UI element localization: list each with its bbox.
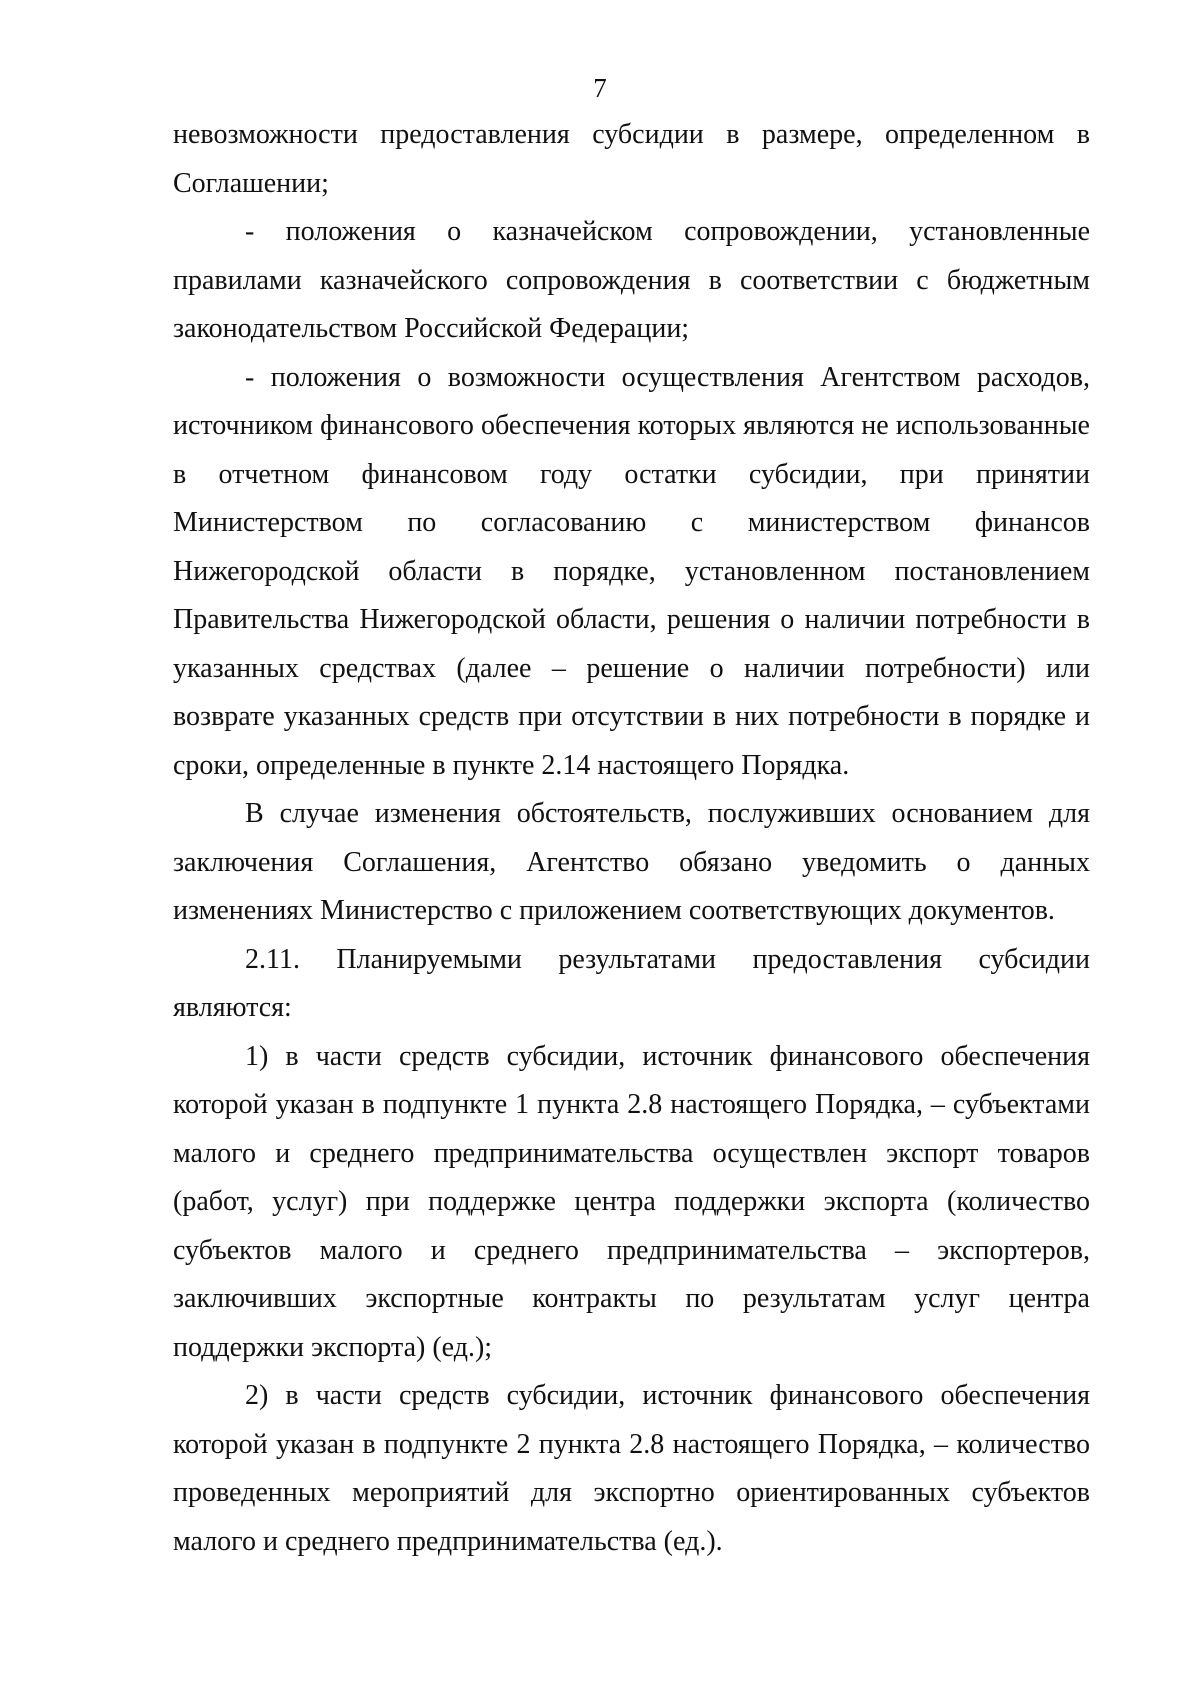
page-number: 7 [593,73,607,103]
paragraph-result-item-2: 2) в части средств субсидии, источник финансового обеспечения которой указан в подпункте 2 пункта 2.8 настоящего Порядка, – количество проведенных мероприятий для экспортно ориентированных субъектов малого и среднего предпринимательства (ед.). [173,1380,1090,1557]
document-body [173,111,1090,1566]
paragraph-change-circumstances: В случае изменения обстоятельств, послуживших основанием для заключения Соглашения, Агентство обязано уведомить о данных изменениях Министерство с приложением соответствующих документов. [173,798,1090,926]
paragraph-continuation: невозможности предоставления субсидии в размере, определенном в Соглашении; [173,119,1090,199]
paragraph-treasury-support: - положения о казначейском сопровождении, установленные правилами казначейского сопровождения в соответствии с бюджетным законодательством Российской Федерации; [173,216,1090,344]
paragraph-expenses-possibility: - положения о возможности осуществления Агентством расходов, источником финансового обеспечения которых являются не использованные в отчетном финансовом году остатки субсидии, при принятии Министерством по согласованию с министерством финансов Нижегородской области в порядке, установленном постановлением Правительства Нижегородской области, решения о наличии потребности в указанных средствах (далее – решение о наличии потребности) или возврате указанных средств при отсутствии в них потребности в порядке и сроки, определенные в пункте 2.14 настоящего Порядка. [173,361,1090,781]
paragraph-result-item-1: 1) в части средств субсидии, источник финансового обеспечения которой указан в подпункте 1 пункта 2.8 настоящего Порядка, – субъектами малого и среднего предпринимательства осуществлен экспорт товаров (работ, услуг) при поддержке центра поддержки экспорта (количество субъектов малого и среднего предпринимательства – экспортеров, заключивших экспортные контракты по результатам услуг центра поддержки экспорта) (ед.); [173,1040,1090,1363]
paragraph-section-2-11: 2.11. Планируемыми результатами предоставления субсидии являются: [173,943,1090,1023]
